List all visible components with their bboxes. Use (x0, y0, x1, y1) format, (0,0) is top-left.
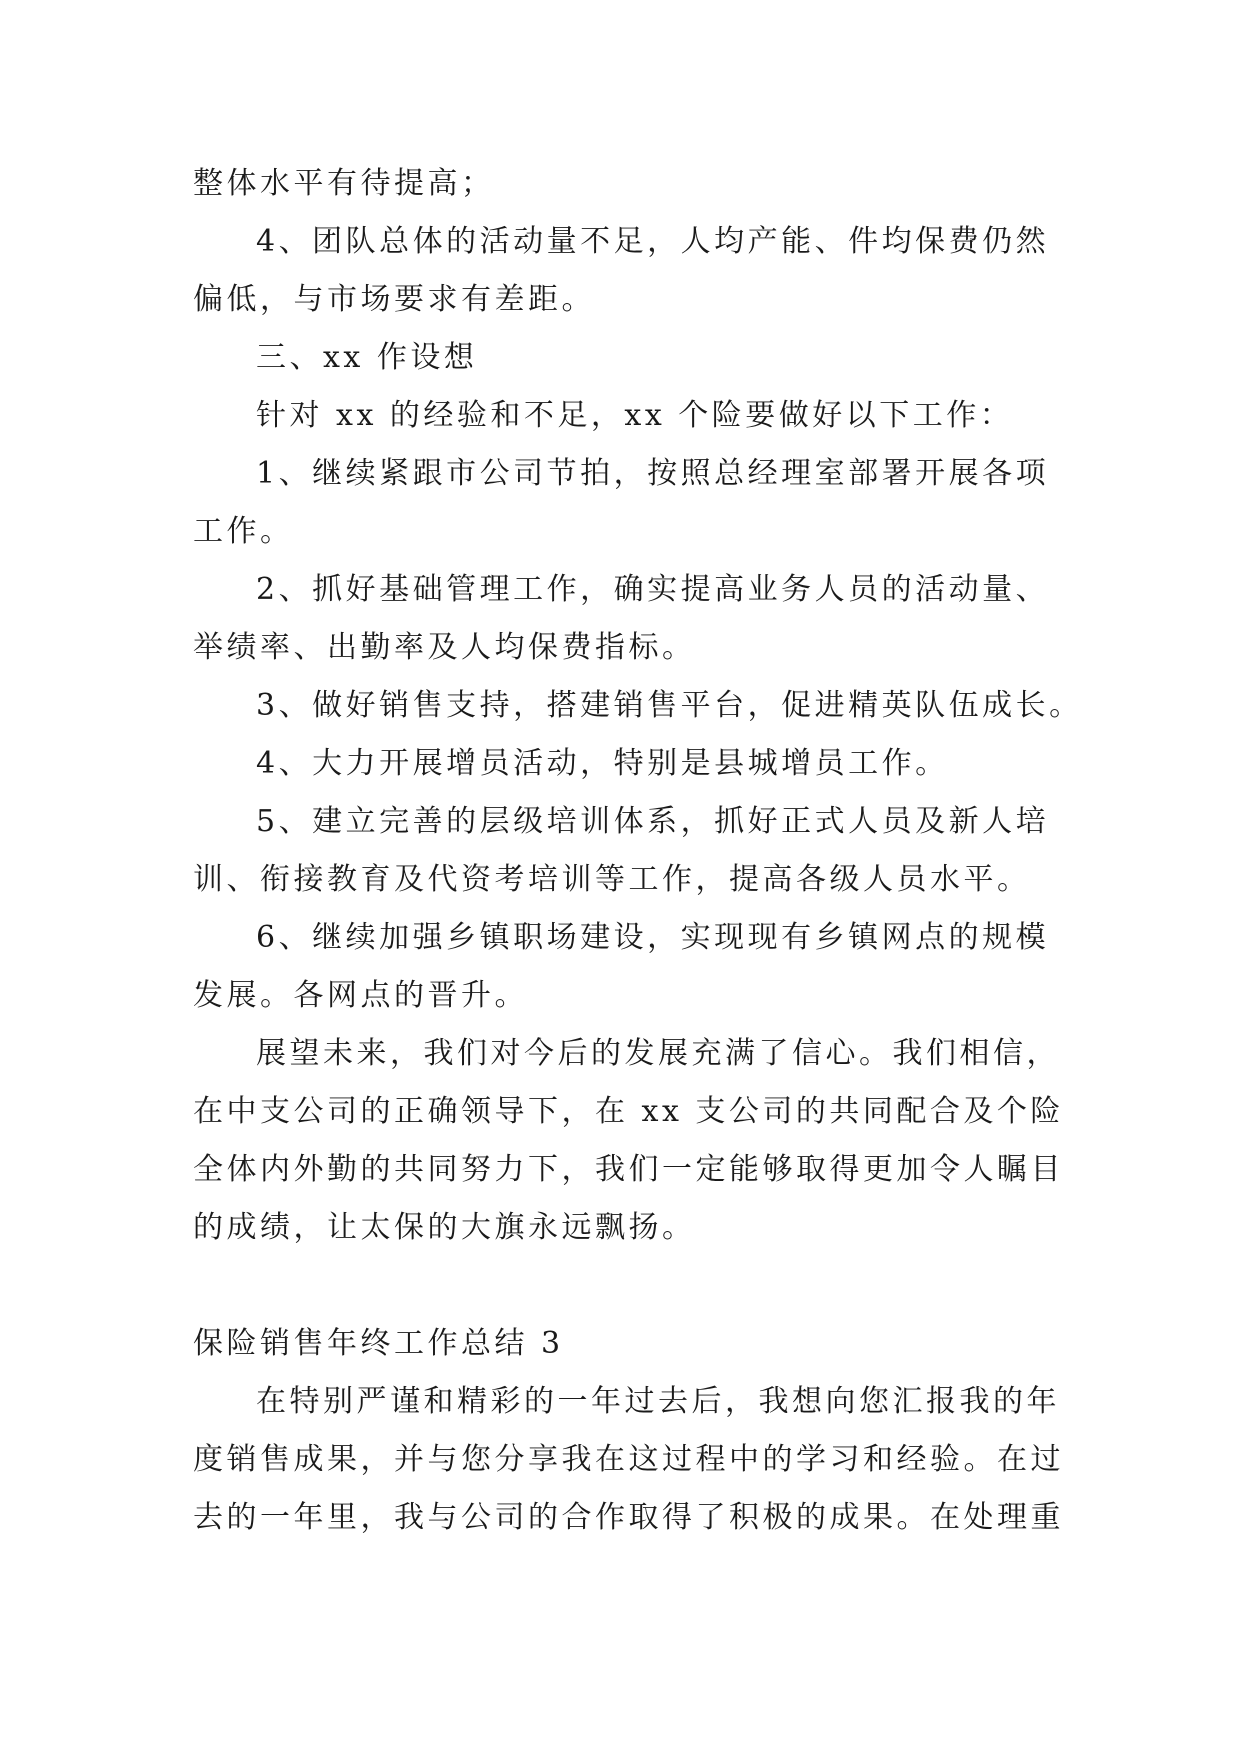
paragraph-line: 训、衔接教育及代资考培训等工作，提高各级人员水平。 (193, 862, 1031, 897)
paragraph-line: 3、做好销售支持，搭建销售平台，促进精英队伍成长。 (256, 688, 1083, 723)
paragraph-line: 工作。 (193, 514, 294, 549)
paragraph-line: 6、继续加强乡镇职场建设，实现现有乡镇网点的规模 (256, 920, 1050, 955)
document-body (193, 155, 1083, 1547)
paragraph-line: 展望未来，我们对今后的发展充满了信心。我们相信， (256, 1036, 1060, 1071)
paragraph-line: 4、大力开展增员活动，特别是县城增员工作。 (256, 746, 949, 781)
paragraph-line: 2、抓好基础管理工作，确实提高业务人员的活动量、 (256, 572, 1050, 607)
paragraph-line: 度销售成果，并与您分享我在这过程中的学习和经验。在过 (193, 1442, 1064, 1477)
paragraph-line: 去的一年里，我与公司的合作取得了积极的成果。在处理重 (193, 1500, 1064, 1535)
paragraph-line: 针对 xx 的经验和不足，xx 个险要做好以下工作： (256, 398, 1014, 433)
paragraph-line: 4、团队总体的活动量不足，人均产能、件均保费仍然 (256, 224, 1050, 259)
heading-work-plan: 三、xx 作设想 (256, 340, 478, 375)
section-title: 保险销售年终工作总结 3 (193, 1326, 564, 1361)
paragraph-line: 在特别严谨和精彩的一年过去后，我想向您汇报我的年 (256, 1384, 1060, 1419)
paragraph-line: 举绩率、出勤率及人均保费指标。 (193, 630, 696, 665)
paragraph-line: 整体水平有待提高； (193, 166, 495, 201)
paragraph-line: 在中支公司的正确领导下，在 xx 支公司的共同配合及个险 (193, 1094, 1064, 1129)
paragraph-line: 1、继续紧跟市公司节拍，按照总经理室部署开展各项 (256, 456, 1050, 491)
paragraph-line: 5、建立完善的层级培训体系，抓好正式人员及新人培 (256, 804, 1050, 839)
paragraph-line: 的成绩，让太保的大旗永远飘扬。 (193, 1210, 696, 1245)
paragraph-line: 全体内外勤的共同努力下，我们一定能够取得更加令人瞩目 (193, 1152, 1064, 1187)
paragraph-line: 发展。各网点的晋升。 (193, 978, 528, 1013)
paragraph-line: 偏低，与市场要求有差距。 (193, 282, 595, 317)
